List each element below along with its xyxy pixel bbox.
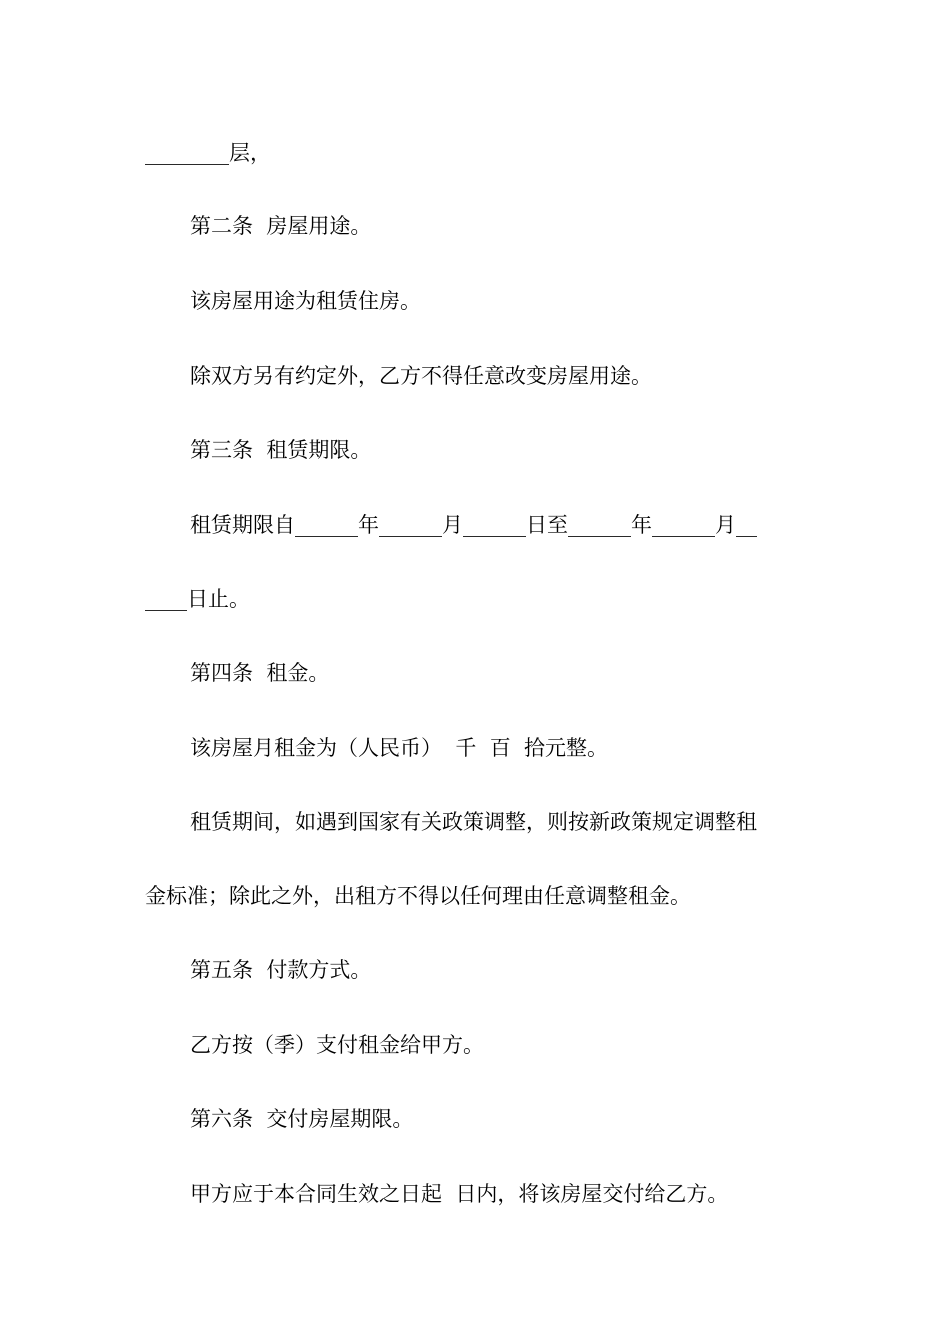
clause-4-text-1: 该房屋月租金为（人民币） 千 百 拾元整。	[190, 736, 609, 760]
clause-4-text-3: 金标准；除此之外，出租方不得以任何理由任意调整租金。	[145, 884, 691, 908]
clause-2-text-1: 该房屋用途为租赁住房。	[190, 289, 421, 313]
clause-2-heading: 第二条 房屋用途。	[190, 214, 372, 238]
clause-5-heading: 第五条 付款方式。	[190, 958, 372, 982]
clause-3-text-2: ____日止。	[145, 587, 250, 611]
clause-2-text-2: 除双方另有约定外，乙方不得任意改变房屋用途。	[190, 364, 652, 388]
clause-3-text-1: 租赁期限自______年______月______日至______年______月__	[190, 513, 757, 537]
clause-4-text-2: 租赁期间，如遇到国家有关政策调整，则按新政策规定调整租	[190, 810, 757, 834]
clause-5-text: 乙方按（季）支付租金给甲方。	[190, 1033, 484, 1057]
clause-6-heading: 第六条 交付房屋期限。	[190, 1107, 414, 1131]
clause-6-text: 甲方应于本合同生效之日起 日内，将该房屋交付给乙方。	[190, 1182, 729, 1206]
clause-4-heading: 第四条 租金。	[190, 661, 330, 685]
text-line-floor: ________层，	[145, 141, 271, 165]
clause-3-heading: 第三条 租赁期限。	[190, 438, 372, 462]
